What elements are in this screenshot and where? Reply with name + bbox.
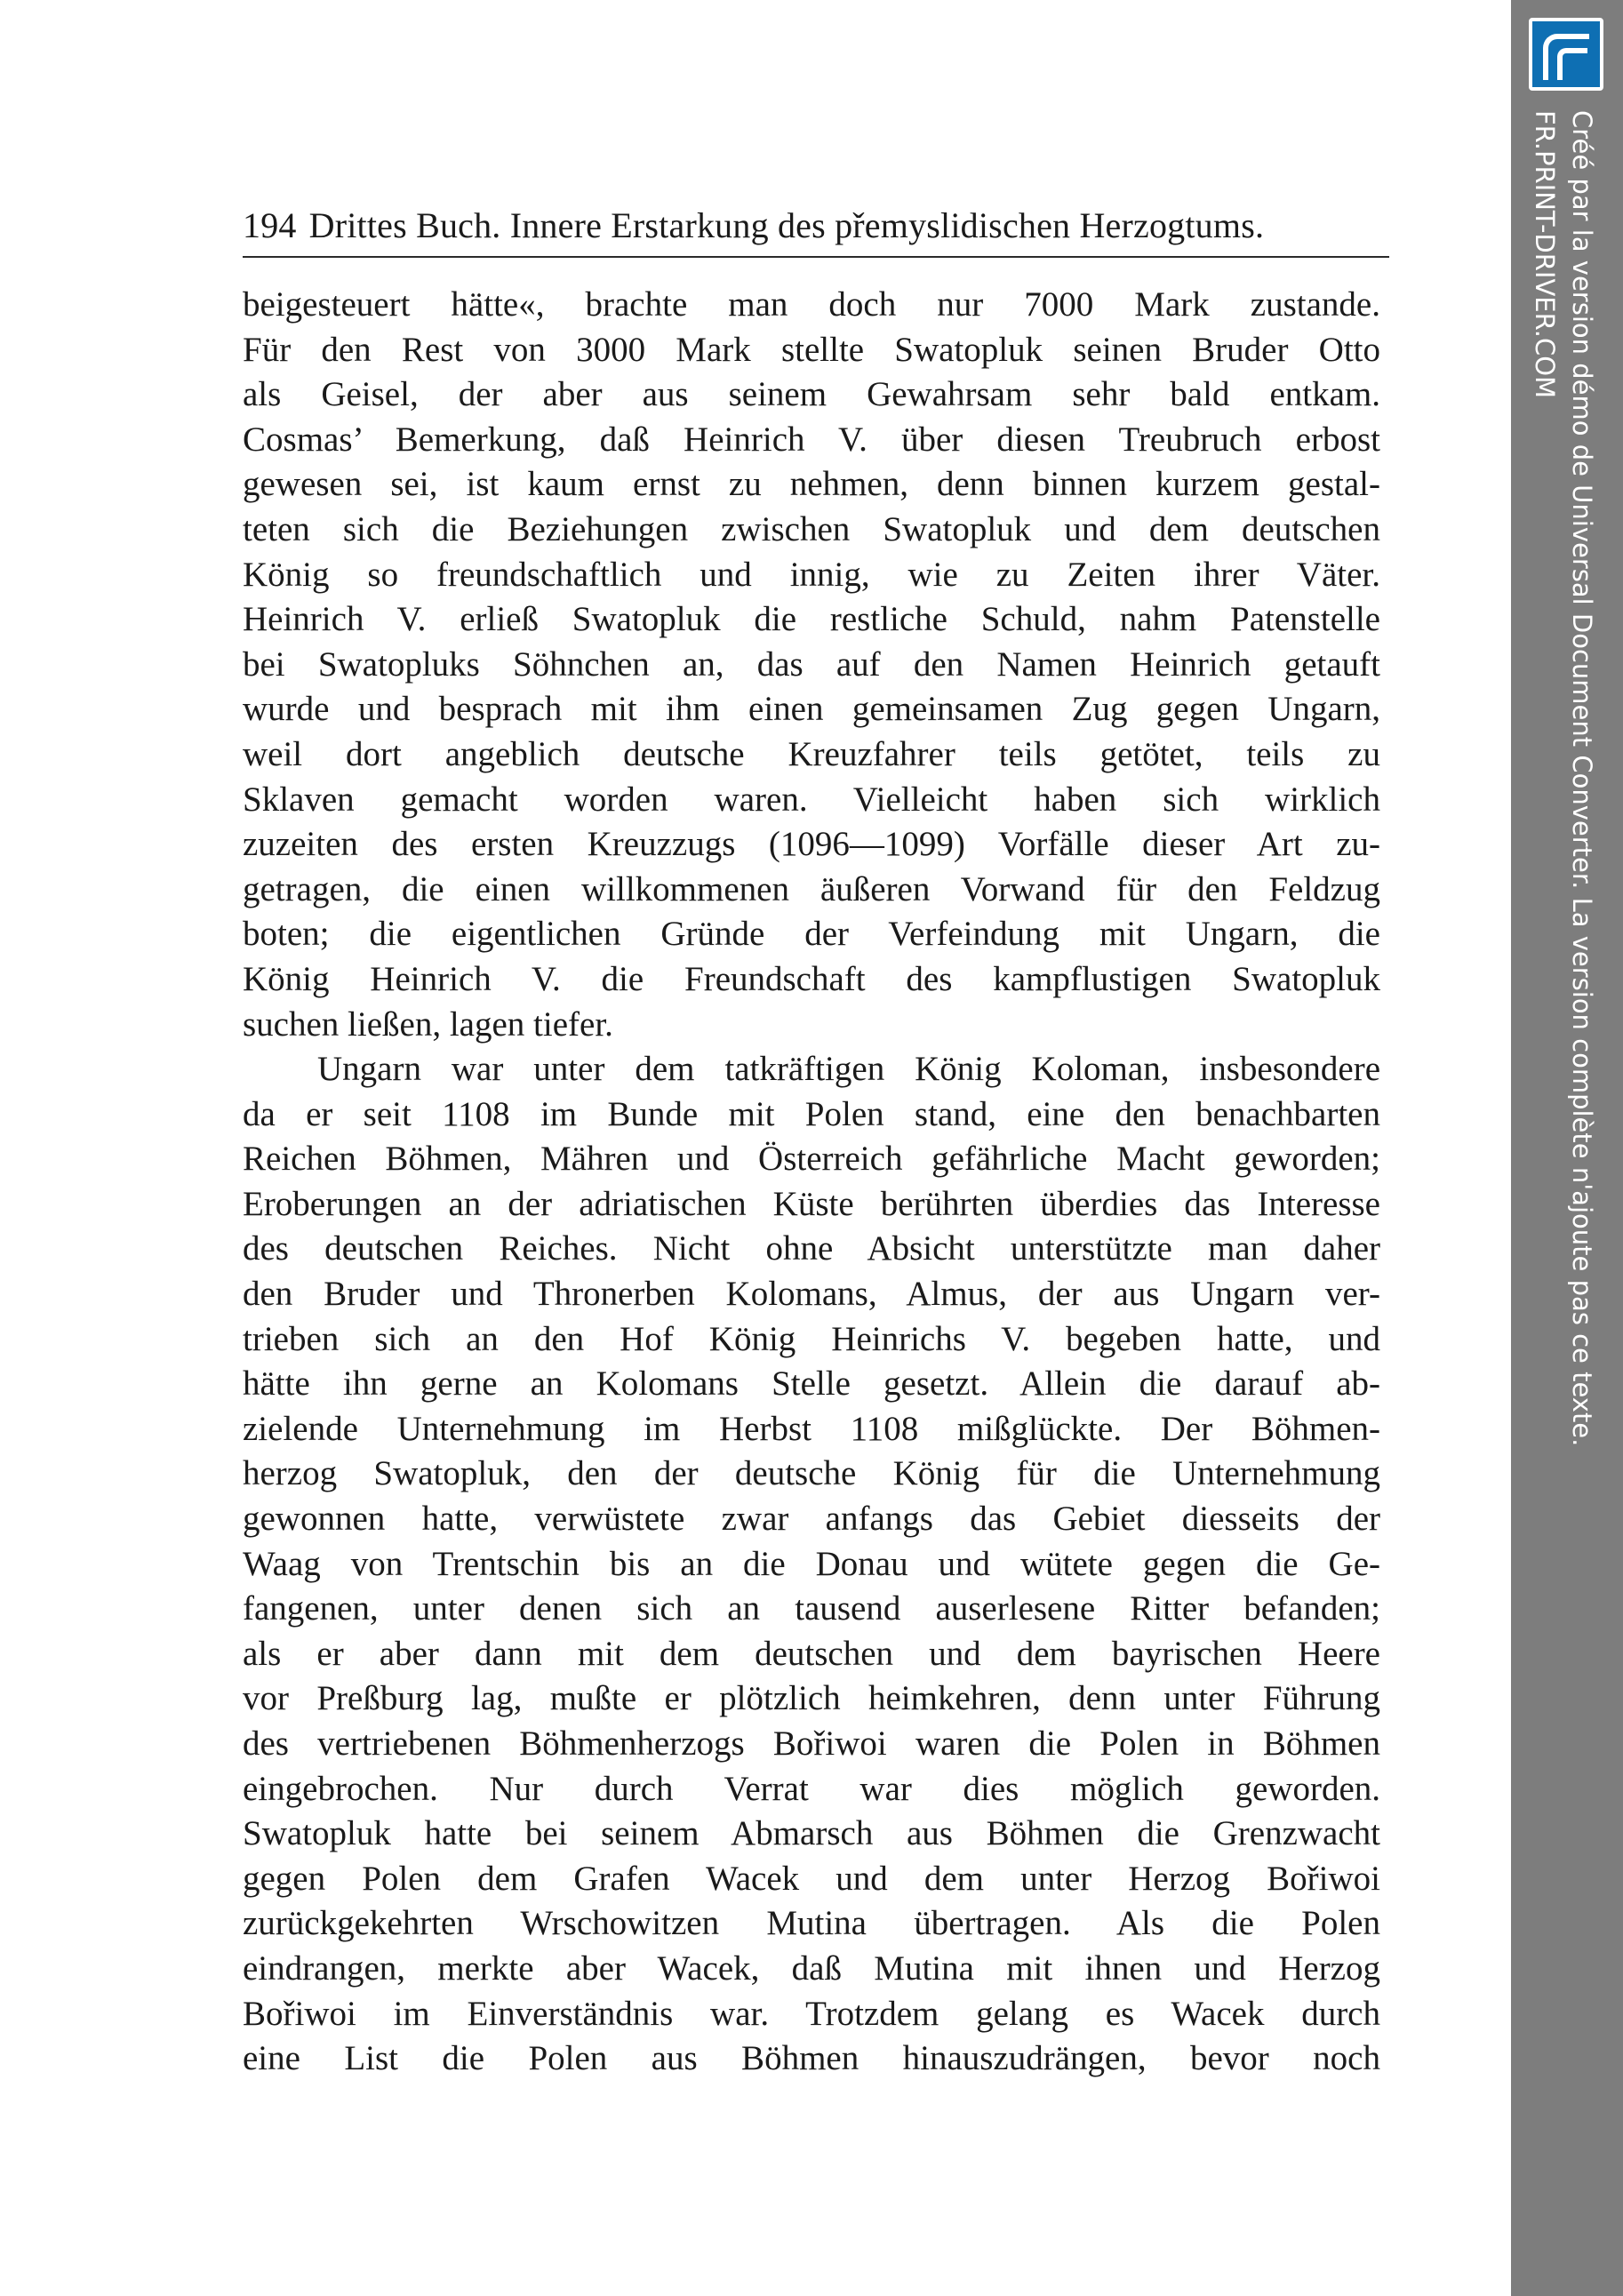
- text-line: Für den Rest von 3000 Mark stellte Swatopluk seinen Bruder Otto: [243, 330, 1380, 369]
- watermark-text: [1526, 110, 1601, 1446]
- text-line: herzog Swatopluk, den der deutsche König für die Unternehmung: [243, 1454, 1380, 1493]
- text-line: getragen, die einen willkommenen äußeren Vorwand für den Feldzug: [243, 869, 1380, 908]
- running-title: Drittes Buch. Innere Erstarkung des přemyslidischen Herzogtums.: [308, 205, 1265, 245]
- text-line: hätte ihn gerne an Kolomans Stelle gesetzt. Allein die darauf ab-: [243, 1364, 1380, 1404]
- text-line: fangenen, unter denen sich an tausend auserlesene Ritter befanden;: [243, 1589, 1380, 1628]
- text-line: trieben sich an den Hof König Heinrichs V. begeben hatte, und: [243, 1319, 1380, 1358]
- text-line: König so freundschaftlich und innig, wie zu Zeiten ihrer Väter.: [243, 555, 1380, 594]
- text-line: weil dort angeblich deutsche Kreuzfahrer teils getötet, teils zu: [243, 734, 1380, 773]
- watermark-notice: Créé par la version démo de Universal Document Converter. La version complète n'ajoute pas ce texte.: [1567, 110, 1597, 1447]
- text-line: eine List die Polen aus Böhmen hinauszudrängen, bevor noch: [243, 2039, 1380, 2078]
- text-line: suchen ließen, lagen tiefer.: [243, 1004, 613, 1044]
- universal-document-converter-logo-icon: [1529, 18, 1603, 91]
- watermark-url: FR.PRINT-DRIVER.COM: [1530, 110, 1560, 399]
- text-line: wurde und besprach mit ihm einen gemeinsamen Zug gegen Ungarn,: [243, 690, 1380, 729]
- text-line: Swatopluk hatte bei seinem Abmarsch aus Böhmen die Grenzwacht: [243, 1814, 1380, 1853]
- text-line: Reichen Böhmen, Mähren und Österreich gefährliche Macht geworden;: [243, 1140, 1380, 1179]
- text-line: gegen Polen dem Grafen Wacek und dem unter Herzog Bořiwoi: [243, 1859, 1380, 1898]
- text-line: Cosmas’ Bemerkung, daß Heinrich V. über diesen Treubruch erbost: [243, 420, 1380, 459]
- text-line: des deutschen Reiches. Nicht ohne Absicht unterstützte man daher: [243, 1229, 1380, 1268]
- text-line: als Geisel, der aber aus seinem Gewahrsam sehr bald entkam.: [243, 375, 1380, 414]
- text-line: zurückgekehrten Wrschowitzen Mutina übertragen. Als die Polen: [243, 1904, 1380, 1943]
- text-line: vor Preßburg lag, mußte er plötzlich heimkehren, denn unter Führung: [243, 1679, 1380, 1718]
- text-line: boten; die eigentlichen Gründe der Verfeindung mit Ungarn, die: [243, 915, 1380, 954]
- text-line: beigesteuert hätte«, brachte man doch nur 7000 Mark zustande.: [243, 285, 1380, 324]
- text-line: als er aber dann mit dem deutschen und dem bayrischen Heere: [243, 1634, 1380, 1673]
- text-line: zuzeiten des ersten Kreuzzugs (1096—1099) Vorfälle dieser Art zu-: [243, 825, 1380, 864]
- text-line: Ungarn war unter dem tatkräftigen König Koloman, insbesondere: [317, 1050, 1380, 1089]
- header-rule: [243, 256, 1389, 258]
- text-line: den Bruder und Thronerben Kolomans, Almus, der aus Ungarn ver-: [243, 1275, 1380, 1314]
- text-line: eingebrochen. Nur durch Verrat war dies möglich geworden.: [243, 1769, 1380, 1808]
- text-line: Waag von Trentschin bis an die Donau und wütete gegen die Ge-: [243, 1544, 1380, 1583]
- text-line: eindrangen, merkte aber Wacek, daß Mutina mit ihnen und Herzog: [243, 1948, 1380, 1988]
- text-line: Bořiwoi im Einverständnis war. Trotzdem gelang es Wacek durch: [243, 1994, 1380, 2033]
- body-text: [243, 283, 1380, 2082]
- text-line: da er seit 1108 im Bunde mit Polen stand, eine den benachbarten: [243, 1094, 1380, 1133]
- text-line: Eroberungen an der adriatischen Küste berührten überdies das Interesse: [243, 1184, 1380, 1223]
- text-line: König Heinrich V. die Freundschaft des kampflustigen Swatopluk: [243, 959, 1380, 998]
- text-line: zielende Unternehmung im Herbst 1108 mißglückte. Der Böhmen-: [243, 1409, 1380, 1448]
- text-line: gewesen sei, ist kaum ernst zu nehmen, denn binnen kurzem gestal-: [243, 465, 1380, 504]
- watermark-bar: [1511, 0, 1623, 2296]
- text-line: Sklaven gemacht worden waren. Vielleicht haben sich wirklich: [243, 780, 1380, 819]
- text-line: bei Swatopluks Söhnchen an, das auf den Namen Heinrich getauft: [243, 644, 1380, 684]
- running-head: [243, 201, 1387, 251]
- text-line: Heinrich V. erließ Swatopluk die restliche Schuld, nahm Patenstelle: [243, 600, 1380, 639]
- text-line: gewonnen hatte, verwüstete zwar anfangs das Gebiet diesseits der: [243, 1500, 1380, 1539]
- text-line: teten sich die Beziehungen zwischen Swatopluk und dem deutschen: [243, 509, 1380, 548]
- text-line: des vertriebenen Böhmenherzogs Bořiwoi waren die Polen in Böhmen: [243, 1724, 1380, 1763]
- page-number: 194: [243, 205, 297, 245]
